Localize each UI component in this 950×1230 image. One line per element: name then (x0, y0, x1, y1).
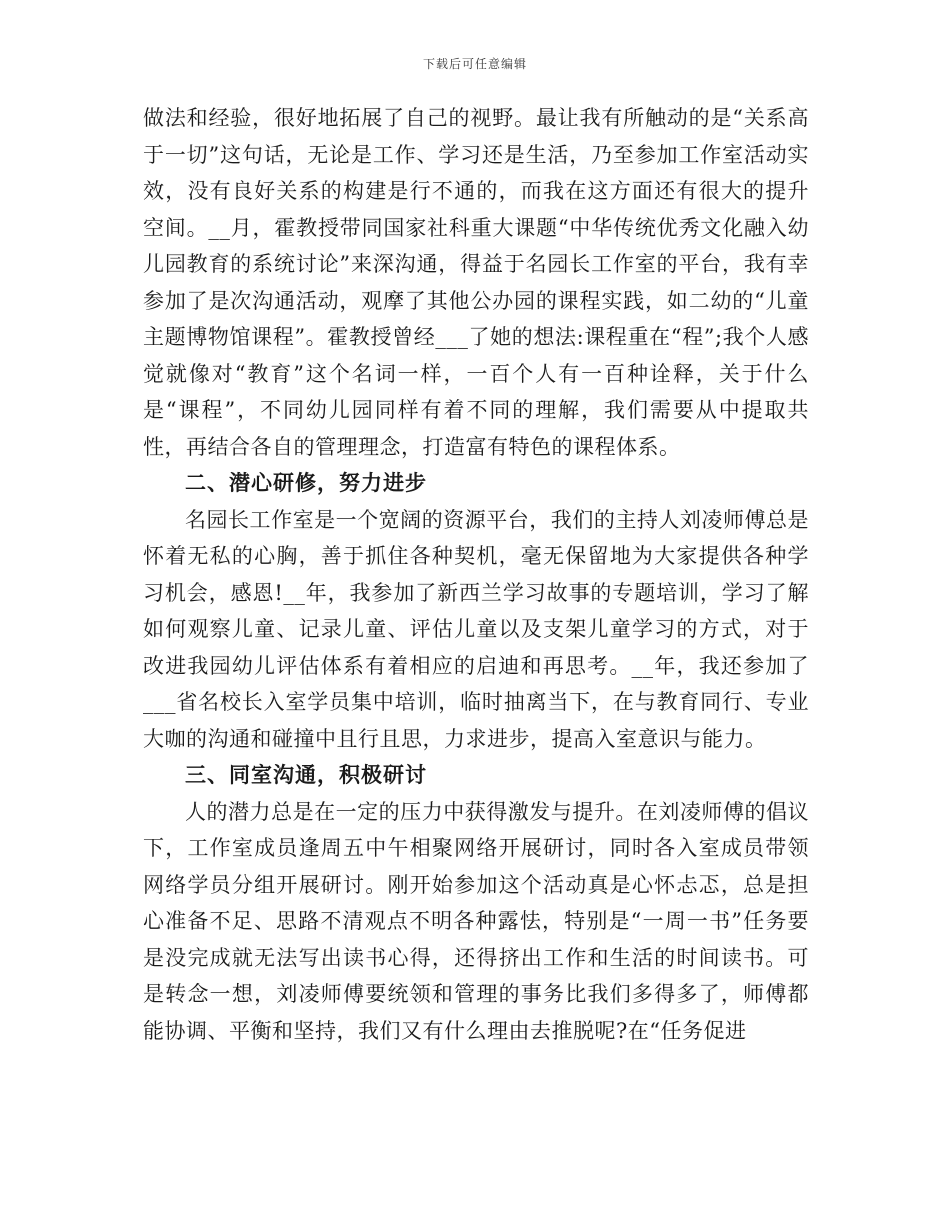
section-heading-3: 三、同室沟通，积极研讨 (185, 762, 427, 787)
section-heading-2: 二、潜心研修，努力进步 (185, 470, 427, 495)
document-body (143, 100, 809, 1049)
paragraph-intro: 做法和经验，很好地拓展了自己的视野。最让我有所触动的是“关系高于一切”这句话，无论是工作、学习还是生活，乃至参加工作室活动实效，没有良好关系的构建是行不通的，而我在这方面还有很大的提升空间。__月，霍教授带同国家社科重大课题“中华传统优秀文化融入幼儿园教育的系统讨论”来深沟通，得益于名园长工作室的平台，我有幸参加了是次沟通活动，观摩了其他公办园的课程实践，如二幼的“儿童主题博物馆课程”。霍教授曾经___了她的想法:课程重在“程”;我个人感觉就像对“教育”这个名词一样，一百个人有一百种诠释，关于什么是“课程”，不同幼儿园同样有着不同的理解，我们需要从中提取共性，再结合各自的管理理念，打造富有特色的课程体系。 (143, 106, 809, 459)
paragraph-section-3: 人的潜力总是在一定的压力中获得激发与提升。在刘凌师傅的倡议下，工作室成员逢周五中午相聚网络开展研讨，同时各入室成员带领网络学员分组开展研讨。刚开始参加这个活动真是心怀忐忑，总是担心准备不足、思路不清观点不明各种露怯，特别是“一周一书”任务要是没完成就无法写出读书心得，还得挤出工作和生活的时间读书。可是转念一想，刘凌师傅要统领和管理的事务比我们多得多了，师傅都能协调、平衡和坚持，我们又有什么理由去推脱呢?在“任务促进 (143, 799, 809, 1043)
paragraph-section-2: 名园长工作室是一个宽阔的资源平台，我们的主持人刘凌师傅总是怀着无私的心胸，善于抓住各种契机，毫无保留地为大家提供各种学习机会，感恩!__年，我参加了新西兰学习故事的专题培训，学习了解如何观察儿童、记录儿童、评估儿童以及支架儿童学习的方式，对于改进我园幼儿评估体系有着相应的启迪和再思考。__年，我还参加了___省名校长入室学员集中培训，临时抽离当下，在与教育同行、专业大咖的沟通和碰撞中且行且思，力求进步，提高入室意识与能力。 (143, 507, 809, 751)
page-header: 下载后可任意编辑 (422, 57, 527, 71)
